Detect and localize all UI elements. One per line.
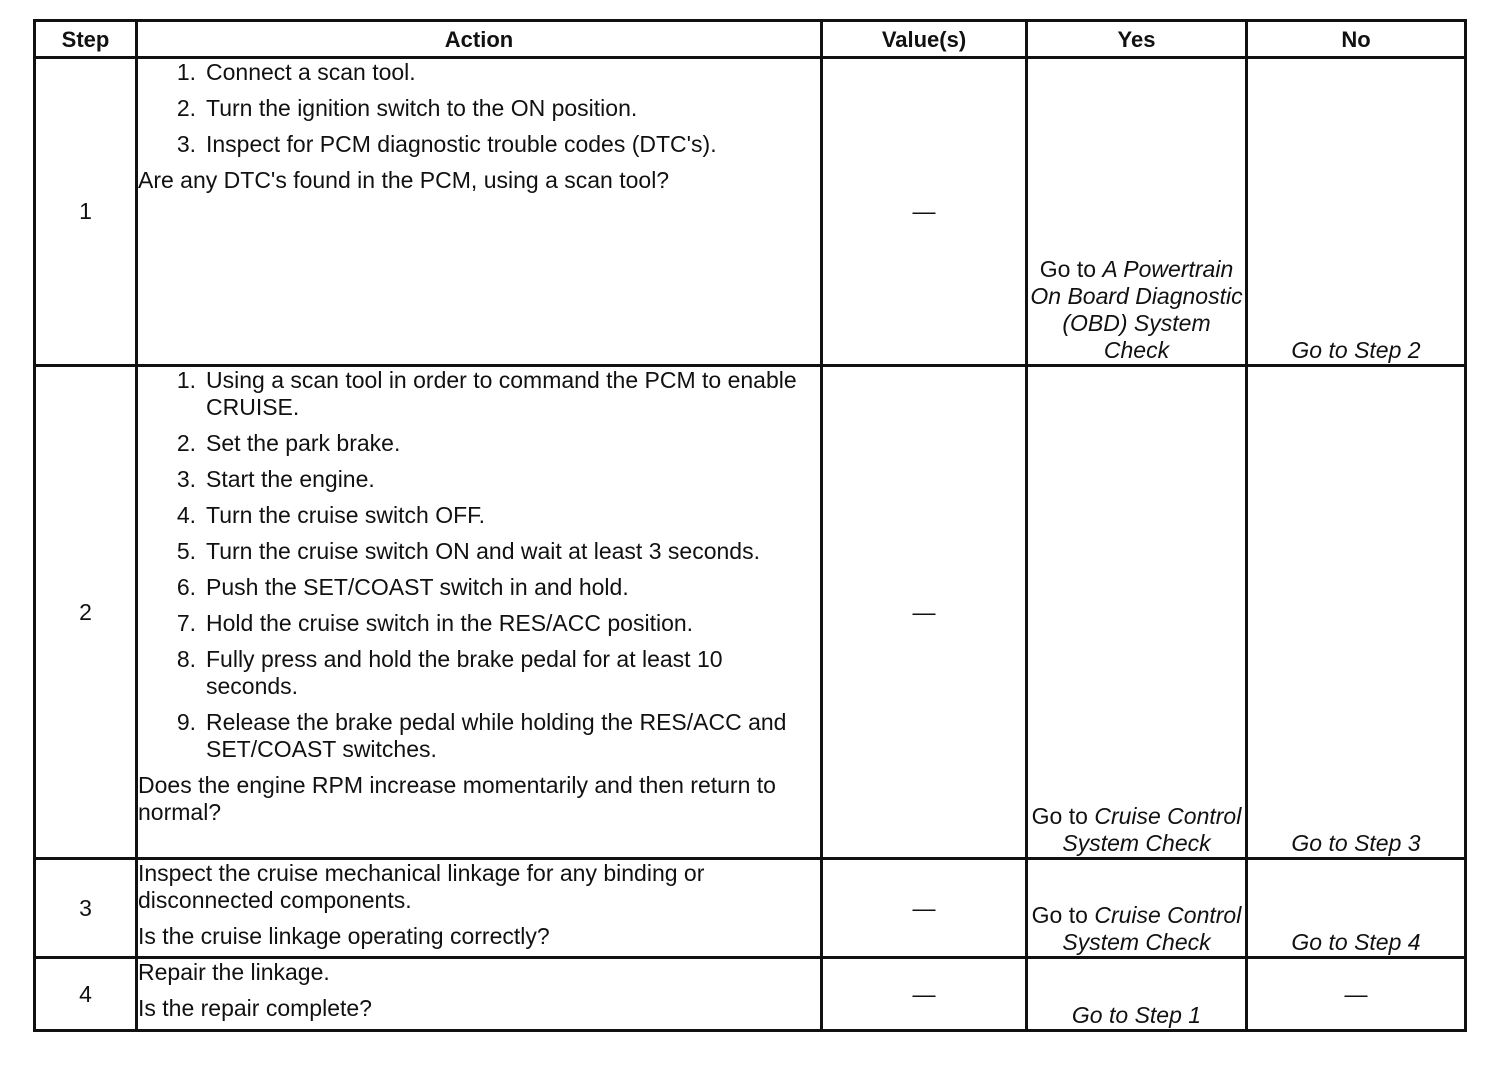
- list-item: 2. Turn the ignition switch to the ON position.: [176, 95, 638, 121]
- action-question: Is the cruise linkage operating correctly?: [138, 923, 550, 949]
- header-no: No: [1247, 21, 1466, 58]
- table-row: [35, 958, 1466, 1031]
- list-item: 5. Turn the cruise switch ON and wait at least 3 seconds.: [176, 538, 760, 564]
- header-values: Value(s): [822, 21, 1027, 58]
- yes-cell: [1027, 366, 1247, 859]
- no-cell: Go to Step 3: [1247, 366, 1466, 859]
- list-item: 2. Set the park brake.: [176, 430, 401, 456]
- action-question: Are any DTC's found in the PCM, using a scan tool?: [138, 167, 670, 193]
- diagnostic-table: [33, 19, 1467, 1032]
- yes-prefix: Go to: [1031, 902, 1088, 928]
- table-row: [35, 859, 1466, 958]
- action-cell: [137, 859, 822, 958]
- step-number: 2: [35, 366, 137, 859]
- header-step: Step: [35, 21, 137, 58]
- yes-prefix: Go to: [1031, 803, 1088, 829]
- action-text: Inspect the cruise mechanical linkage for any binding or disconnected components.: [138, 860, 705, 913]
- list-item: 9. Release the brake pedal while holding the RES/ACC and SET/COAST switches.: [176, 709, 787, 762]
- list-item: 7. Hold the cruise switch in the RES/ACC position.: [176, 610, 694, 636]
- list-item: 1. Connect a scan tool.: [176, 59, 416, 85]
- list-item: 8. Fully press and hold the brake pedal for at least 10 seconds.: [176, 646, 723, 699]
- table-header-row: [35, 21, 1466, 58]
- table-row: [35, 58, 1466, 366]
- yes-reference: Cruise Control System Check: [1062, 902, 1242, 955]
- list-item: 1. Using a scan tool in order to command the PCM to enable CRUISE.: [176, 367, 797, 420]
- no-cell: Go to Step 2: [1247, 58, 1466, 366]
- action-text: Repair the linkage.: [138, 959, 330, 985]
- list-item: 4. Turn the cruise switch OFF.: [176, 502, 486, 528]
- step-number: 4: [35, 958, 137, 1031]
- no-cell: Go to Step 4: [1247, 859, 1466, 958]
- value-cell: —: [822, 859, 1027, 958]
- action-question: Does the engine RPM increase momentarily and then return to normal?: [138, 772, 776, 825]
- action-steps: [138, 59, 820, 158]
- list-item: 3. Inspect for PCM diagnostic trouble codes (DTC's).: [176, 131, 717, 157]
- step-number: 3: [35, 859, 137, 958]
- yes-cell: [1027, 859, 1247, 958]
- step-number: 1: [35, 58, 137, 366]
- value-cell: —: [822, 958, 1027, 1031]
- yes-cell: Go to Step 1: [1027, 958, 1247, 1031]
- action-steps: [138, 367, 820, 763]
- no-cell: —: [1247, 958, 1466, 1031]
- action-cell: [137, 958, 822, 1031]
- action-cell: [137, 366, 822, 859]
- yes-cell: [1027, 58, 1247, 366]
- yes-reference: A Powertrain On Board Diagnostic (OBD) System Check: [1030, 256, 1243, 363]
- value-cell: —: [822, 366, 1027, 859]
- header-action: Action: [137, 21, 822, 58]
- action-question: Is the repair complete?: [138, 995, 372, 1021]
- value-cell: —: [822, 58, 1027, 366]
- header-yes: Yes: [1027, 21, 1247, 58]
- action-cell: [137, 58, 822, 366]
- list-item: 6. Push the SET/COAST switch in and hold.: [176, 574, 629, 600]
- list-item: 3. Start the engine.: [176, 466, 375, 492]
- yes-reference: Cruise Control System Check: [1062, 803, 1242, 856]
- yes-prefix: Go to: [1039, 256, 1097, 282]
- table-row: [35, 366, 1466, 859]
